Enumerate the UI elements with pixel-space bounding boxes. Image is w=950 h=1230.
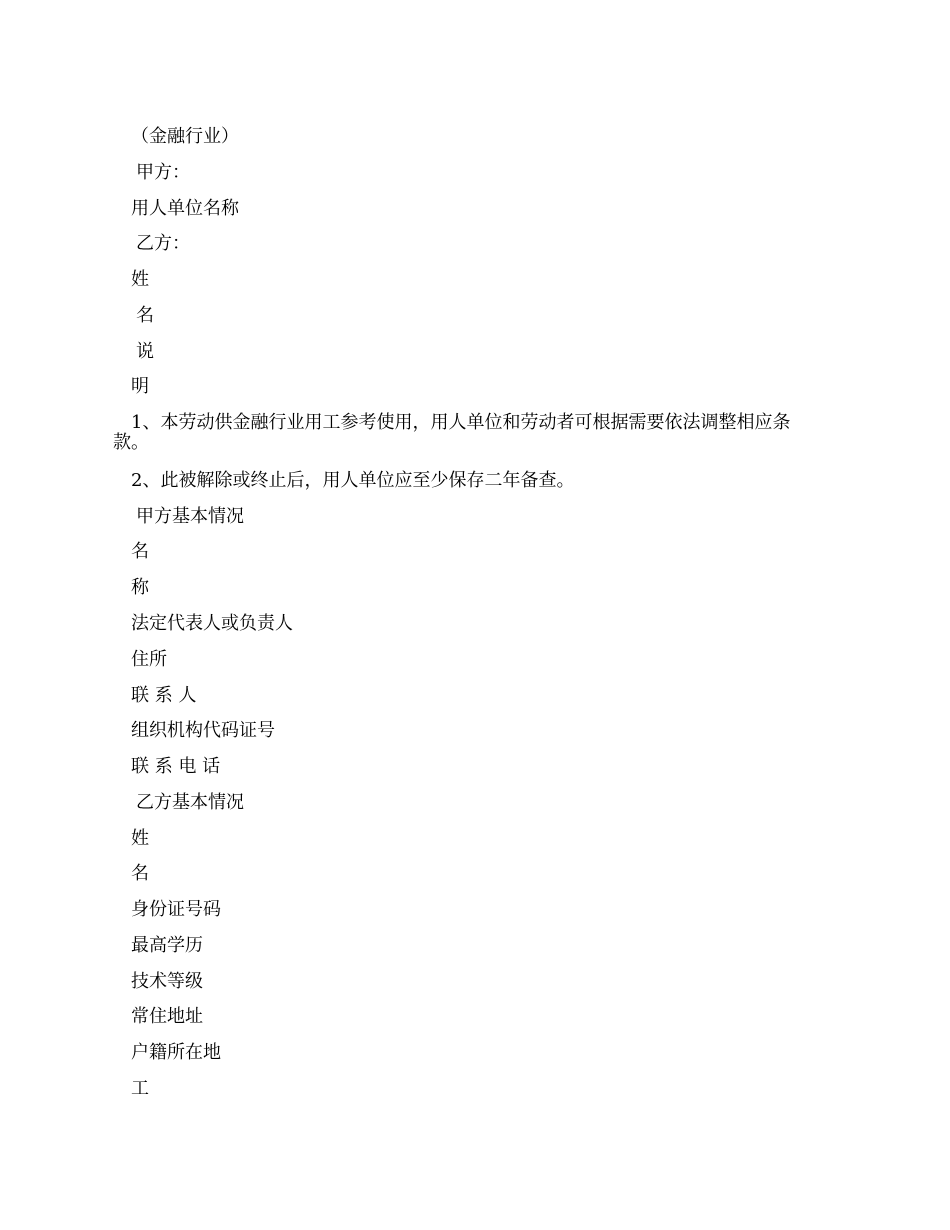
name-char: 名 (136, 305, 154, 326)
name-label-char-1: 名 (131, 541, 149, 562)
surname-char: 姓 (131, 269, 149, 290)
party-a-heading: 甲方： (136, 162, 190, 183)
explanation-char-2: 明 (131, 376, 149, 397)
party-a-basic-info-heading: 甲方基本情况 (136, 506, 244, 527)
party-b-basic-info-heading: 乙方基本情况 (136, 792, 244, 813)
title-industry: （金融行业） (131, 126, 239, 147)
party-b-heading: 乙方： (136, 233, 190, 254)
party-b-surname-char: 姓 (131, 828, 149, 849)
organization-code-label: 组织机构代码证号 (131, 720, 275, 741)
legal-representative-label: 法定代表人或负责人 (131, 613, 293, 634)
employer-name-label: 用人单位名称 (131, 198, 239, 219)
address-label: 住所 (131, 649, 167, 670)
note-paragraph-1: 1、本劳动供金融行业用工参考使用，用人单位和劳动者可根据需要依法调整相应条款。 (113, 412, 791, 453)
party-b-name-char: 名 (131, 863, 149, 884)
id-number-label: 身份证号码 (131, 899, 221, 920)
note-paragraph-2: 2、此被解除或终止后，用人单位应至少保存二年备查。 (131, 470, 575, 491)
education-label: 最高学历 (131, 935, 203, 956)
contact-phone-label: 联 系 电 话 (131, 756, 221, 777)
explanation-char-1: 说 (136, 341, 154, 362)
household-registration-label: 户籍所在地 (131, 1042, 221, 1063)
skill-level-label: 技术等级 (131, 971, 203, 992)
residence-address-label: 常住地址 (131, 1006, 203, 1027)
name-label-char-2: 称 (131, 577, 149, 598)
contact-person-label: 联 系 人 (131, 685, 197, 706)
work-label-char: 工 (131, 1078, 149, 1099)
